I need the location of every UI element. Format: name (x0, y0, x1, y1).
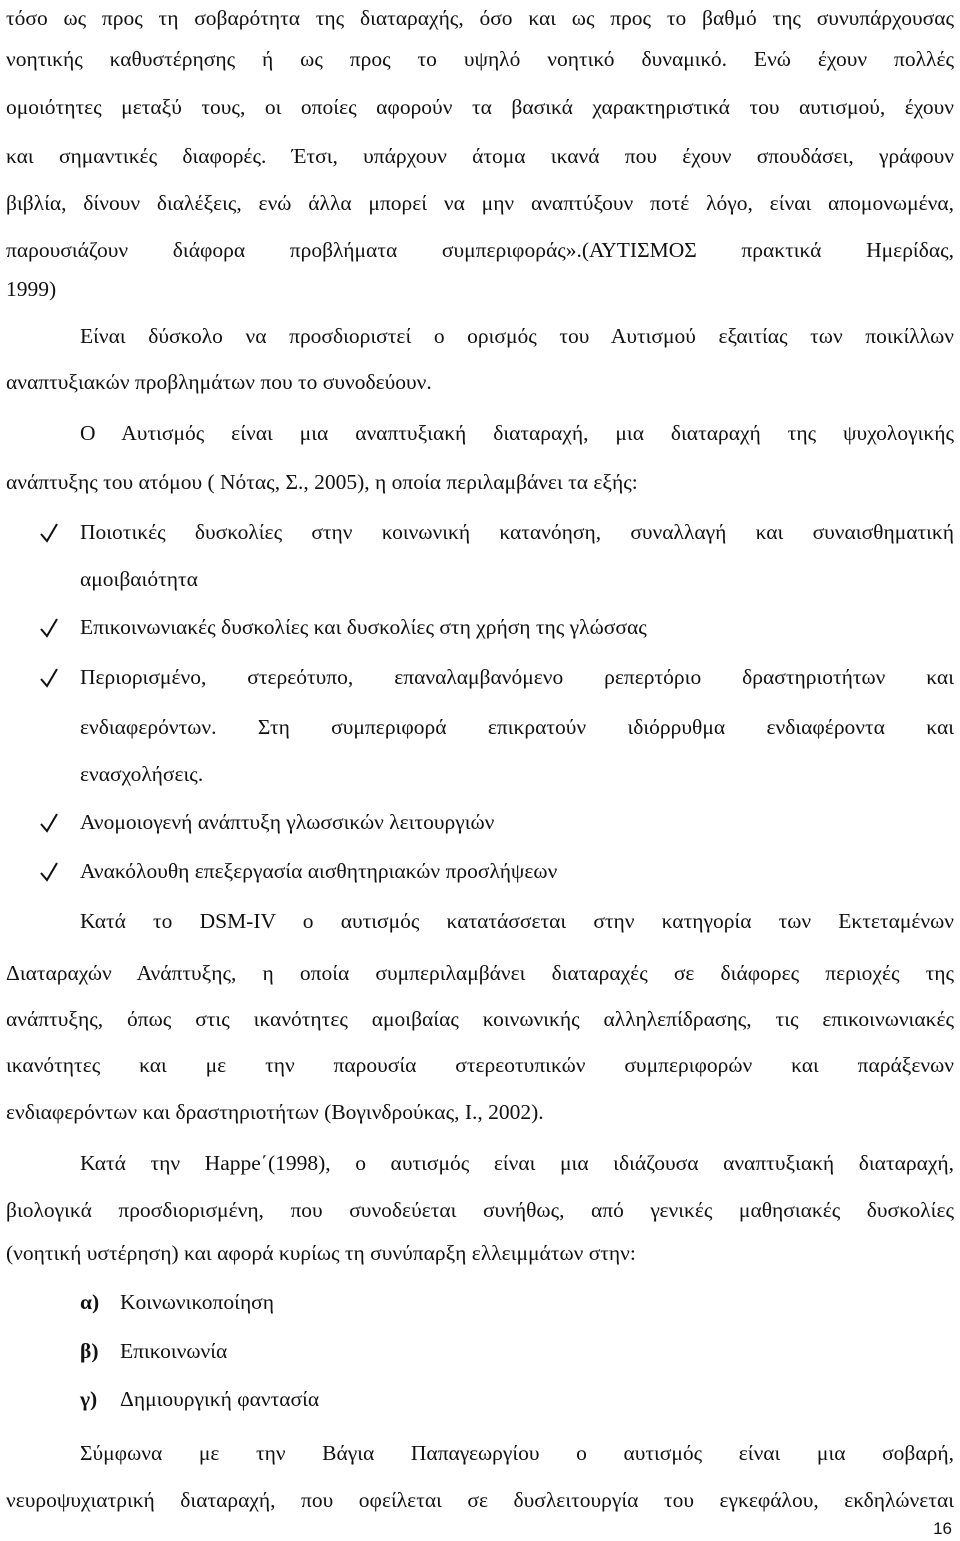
deficit-text: Κοινωνικοποίηση (120, 1290, 275, 1314)
paragraph-line: 1999) (6, 277, 57, 301)
bullet-item-text: αμοιβαιότητα (80, 567, 198, 591)
checkmark-bullet-icon (38, 809, 60, 835)
paragraph-line: νευροψυχιατρική διαταραχή, που οφείλεται σε δυσλειτουργία του εγκεφάλου, εκδηλώνεται (6, 1488, 954, 1512)
bullet-item-text: ενασχολήσεις. (80, 762, 204, 786)
paragraph-line: ανάπτυξης, όπως στις ικανότητες αμοιβαίας κοινωνικής αλληλεπίδρασης, τις επικοινωνιακές (6, 1007, 954, 1031)
paragraph-line: παρουσιάζουν διάφορα προβλήματα συμπεριφοράς».(ΑΥΤΙΣΜΟΣ πρακτικά Ημερίδας, (6, 238, 954, 262)
bullet-item-text: Ποιοτικές δυσκολίες στην κοινωνική κατανόηση, συναλλαγή και συναισθηματική (80, 520, 954, 544)
deficit-text: Επικοινωνία (120, 1339, 228, 1363)
paragraph-line: (νοητική υστέρηση) και αφορά κυρίως τη συνύπαρξη ελλειμμάτων στην: (6, 1241, 636, 1265)
paragraph-line: βιβλία, δίνουν διαλέξεις, ενώ άλλα μπορεί να μην αναπτύξουν ποτέ λόγο, είναι απομονωμένα, (6, 191, 954, 215)
bullet-item-text: ενδιαφερόντων. Στη συμπεριφορά επικρατούν ιδιόρρυθμα ενδιαφέροντα και (80, 715, 954, 739)
paragraph-line: Είναι δύσκολο να προσδιοριστεί ο ορισμός του Αυτισμού εξαιτίας των ποικίλλων (80, 324, 954, 348)
checkmark-bullet-icon (38, 614, 60, 640)
deficit-item (80, 1338, 954, 1364)
paragraph-line: Κατά την Happe΄(1998), ο αυτισμός είναι μια ιδιάζουσα αναπτυξιακή διαταραχή, (80, 1151, 954, 1175)
deficit-item (80, 1386, 954, 1412)
deficit-text: Δημιουργική φαντασία (120, 1387, 320, 1411)
paragraph-line: Κατά το DSM-IV ο αυτισμός κατατάσσεται στην κατηγορία των Εκτεταμένων (80, 909, 954, 933)
paragraph-line: ομοιότητες μεταξύ τους, οι οποίες αφορούν τα βασικά χαρακτηριστικά του αυτισμού, έχουν (6, 95, 954, 119)
checkmark-bullet-icon (38, 858, 60, 884)
checkmark-bullet-icon (38, 664, 60, 690)
deficit-label: β) (80, 1339, 99, 1363)
paragraph-line: βιολογικά προσδιορισμένη, που συνοδεύεται συνήθως, από γενικές μαθησιακές δυσκολίες (6, 1198, 954, 1222)
paragraph-line: και σημαντικές διαφορές. Έτσι, υπάρχουν άτομα ικανά που έχουν σπουδάσει, γράφουν (6, 144, 954, 168)
bullet-item-text: Ανακόλουθη επεξεργασία αισθητηριακών προσλήψεων (80, 859, 558, 883)
bullet-item-text: Επικοινωνιακές δυσκολίες και δυσκολίες στη χρήση της γλώσσας (80, 615, 647, 639)
paragraph-line: αναπτυξιακών προβλημάτων που το συνοδεύουν. (6, 370, 432, 394)
paragraph-line: ανάπτυξης του ατόμου ( Νότας, Σ., 2005), η οποία περιλαμβάνει τα εξής: (6, 470, 638, 494)
checkmark-bullet-icon (38, 519, 60, 545)
page-number: 16 (933, 1519, 952, 1538)
paragraph-line: ικανότητες και με την παρουσία στερεοτυπικών συμπεριφορών και παράξενων (6, 1053, 954, 1077)
paragraph-line: τόσο ως προς τη σοβαρότητα της διαταραχής, όσο και ως προς το βαθμό της συνυπάρχουσας (6, 6, 954, 30)
deficit-label: γ) (80, 1387, 98, 1411)
paragraph-line: Διαταραχών Ανάπτυξης, η οποία συμπεριλαμβάνει διαταραχές σε διάφορες περιοχές της (6, 961, 954, 985)
paragraph-line: νοητικής καθυστέρησης ή ως προς το υψηλό νοητικό δυναμικό. Ενώ έχουν πολλές (6, 47, 954, 71)
deficit-label: α) (80, 1290, 100, 1314)
deficit-item (80, 1289, 954, 1315)
paragraph-line: Ο Αυτισμός είναι μια αναπτυξιακή διαταραχή, μια διαταραχή της ψυχολογικής (80, 421, 954, 445)
bullet-item-text: Ανομοιογενή ανάπτυξη γλωσσικών λειτουργιών (80, 810, 495, 834)
bullet-item-text: Περιορισμένο, στερεότυπο, επαναλαμβανόμενο ρεπερτόριο δραστηριοτήτων και (80, 665, 954, 689)
paragraph-line: Σύμφωνα με την Βάγια Παπαγεωργίου ο αυτισμός είναι μια σοβαρή, (80, 1441, 954, 1465)
paragraph-line: ενδιαφερόντων και δραστηριοτήτων (Βογινδρούκας, Ι., 2002). (6, 1100, 544, 1124)
